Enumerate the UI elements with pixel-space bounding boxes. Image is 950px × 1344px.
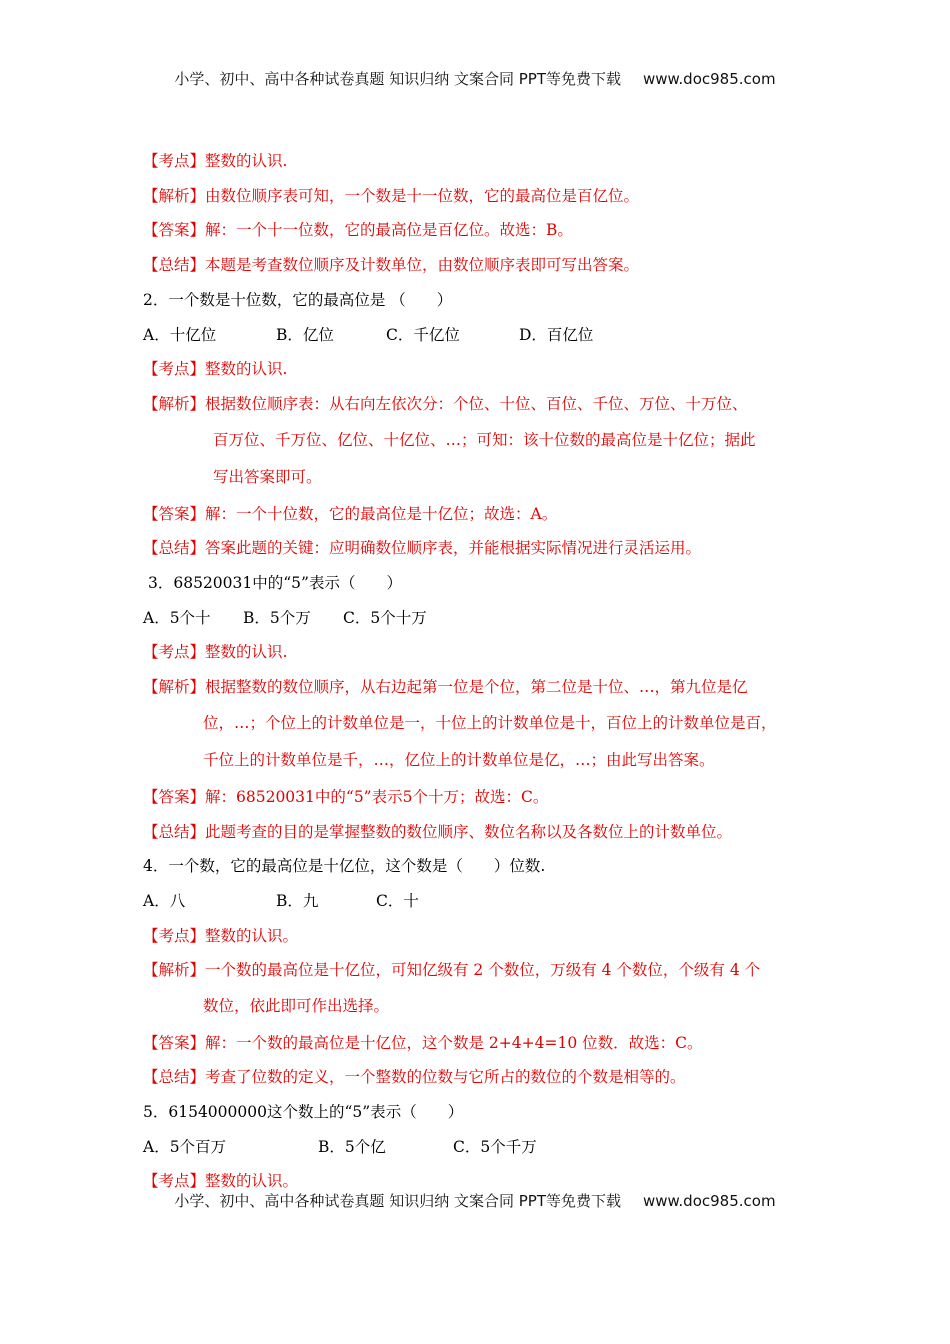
q4-options: [143, 884, 823, 919]
q3-daan: 【答案】解：68520031中的“5”表示5个十万；故选：C。: [143, 787, 549, 806]
footer-title: 小学、初中、高中各种试卷真题 知识归纳 文案合同 PPT等免费下载: [174, 1192, 621, 1210]
q3-options: [143, 601, 823, 636]
q3-jiexi-1: 【解析】根据整数的数位顺序，从右边起第一位是个位，第二位是十位、…，第九位是亿: [143, 678, 748, 697]
q2-option-c: C．千亿位: [386, 325, 460, 344]
q1-jiexi: 【解析】由数位顺序表可知，一个数是十一位数，它的最高位是百亿位。: [143, 186, 640, 205]
q5-options: [143, 1130, 823, 1165]
q4-option-b: B．九: [276, 891, 319, 910]
q3-stem: 3．68520031中的“5”表示（ ）: [148, 574, 402, 593]
q5-stem: 5．6154000000这个数上的“5”表示（ ）: [143, 1102, 464, 1121]
q2-jiexi-3: 写出答案即可。: [213, 468, 322, 487]
q4-option-c: C．十: [376, 891, 419, 910]
q1-zongjie: 【总结】本题是考查数位顺序及计数单位，由数位顺序表即可写出答案。: [143, 256, 640, 275]
q3-zongjie: 【总结】此题考查的目的是掌握整数的数位顺序、数位名称以及各数位上的计数单位。: [143, 822, 733, 841]
q4-jiexi-2: 数位，依此即可作出选择。: [203, 997, 390, 1016]
q4-stem: 4．一个数，它的最高位是十亿位，这个数是（ ）位数.: [143, 857, 546, 876]
q2-options: [143, 318, 823, 353]
q3-jiexi-3: 千位上的计数单位是千，…，亿位上的计数单位是亿，…；由此写出答案。: [203, 751, 715, 770]
q4-daan: 【答案】解：一个数的最高位是十亿位，这个数是 2+4+4=10 位数．故选：C。: [143, 1033, 703, 1052]
page-footer: [0, 1190, 950, 1211]
q3-option-a: A．5个十: [143, 608, 211, 627]
q3-option-b: B．5个万: [243, 608, 311, 627]
q4-jiexi-1: 【解析】一个数的最高位是十亿位，可知亿级有 2 个数位，万级有 4 个数位，个级有 4 个: [143, 961, 761, 980]
q2-option-a: A．十亿位: [143, 325, 217, 344]
q2-jiexi-1: 【解析】根据数位顺序表：从右向左依次分：个位、十位、百位、千位、万位、十万位、: [143, 394, 748, 413]
q3-option-c: C．5个十万: [343, 608, 427, 627]
q2-jiexi-2: 百万位、千万位、亿位、十亿位、…；可知：该十位数的最高位是十亿位；据此: [213, 430, 756, 449]
q2-option-d: D．百亿位: [519, 325, 594, 344]
header-site-link[interactable]: www.doc985.com: [642, 70, 776, 88]
q4-option-a: A．八: [143, 891, 186, 910]
q3-jiexi-2: 位，…；个位上的计数单位是一，十位上的计数单位是十，百位上的计数单位是百，: [203, 713, 777, 732]
q4-zongjie: 【总结】考查了位数的定义，一个整数的位数与它所占的数位的个数是相等的。: [143, 1068, 686, 1087]
q2-stem: 2．一个数是十位数，它的最高位是 （ ）: [143, 290, 453, 309]
q5-option-b: B．5个亿: [318, 1137, 386, 1156]
q2-zongjie: 【总结】答案此题的关键：应明确数位顺序表，并能根据实际情况进行灵活运用。: [143, 539, 702, 558]
q3-kaodian: 【考点】整数的认识.: [143, 643, 288, 662]
document-body: [143, 144, 823, 1199]
footer-site-link[interactable]: www.doc985.com: [642, 1192, 776, 1210]
q1-kaodian: 【考点】整数的认识.: [143, 152, 288, 170]
q5-option-a: A．5个百万: [143, 1137, 227, 1156]
q4-kaodian: 【考点】整数的认识。: [143, 926, 299, 945]
q2-option-b: B．亿位: [276, 325, 334, 344]
q1-daan: 【答案】解：一个十一位数，它的最高位是百亿位。故选：B。: [143, 221, 573, 240]
q5-kaodian: 【考点】整数的认识。: [143, 1172, 299, 1191]
q2-kaodian: 【考点】整数的认识.: [143, 360, 288, 379]
page-header: [0, 68, 950, 89]
q2-daan: 【答案】解：一个十位数，它的最高位是十亿位；故选：A。: [143, 504, 558, 523]
header-title: 小学、初中、高中各种试卷真题 知识归纳 文案合同 PPT等免费下载: [174, 70, 621, 88]
q5-option-c: C．5个千万: [453, 1137, 537, 1156]
